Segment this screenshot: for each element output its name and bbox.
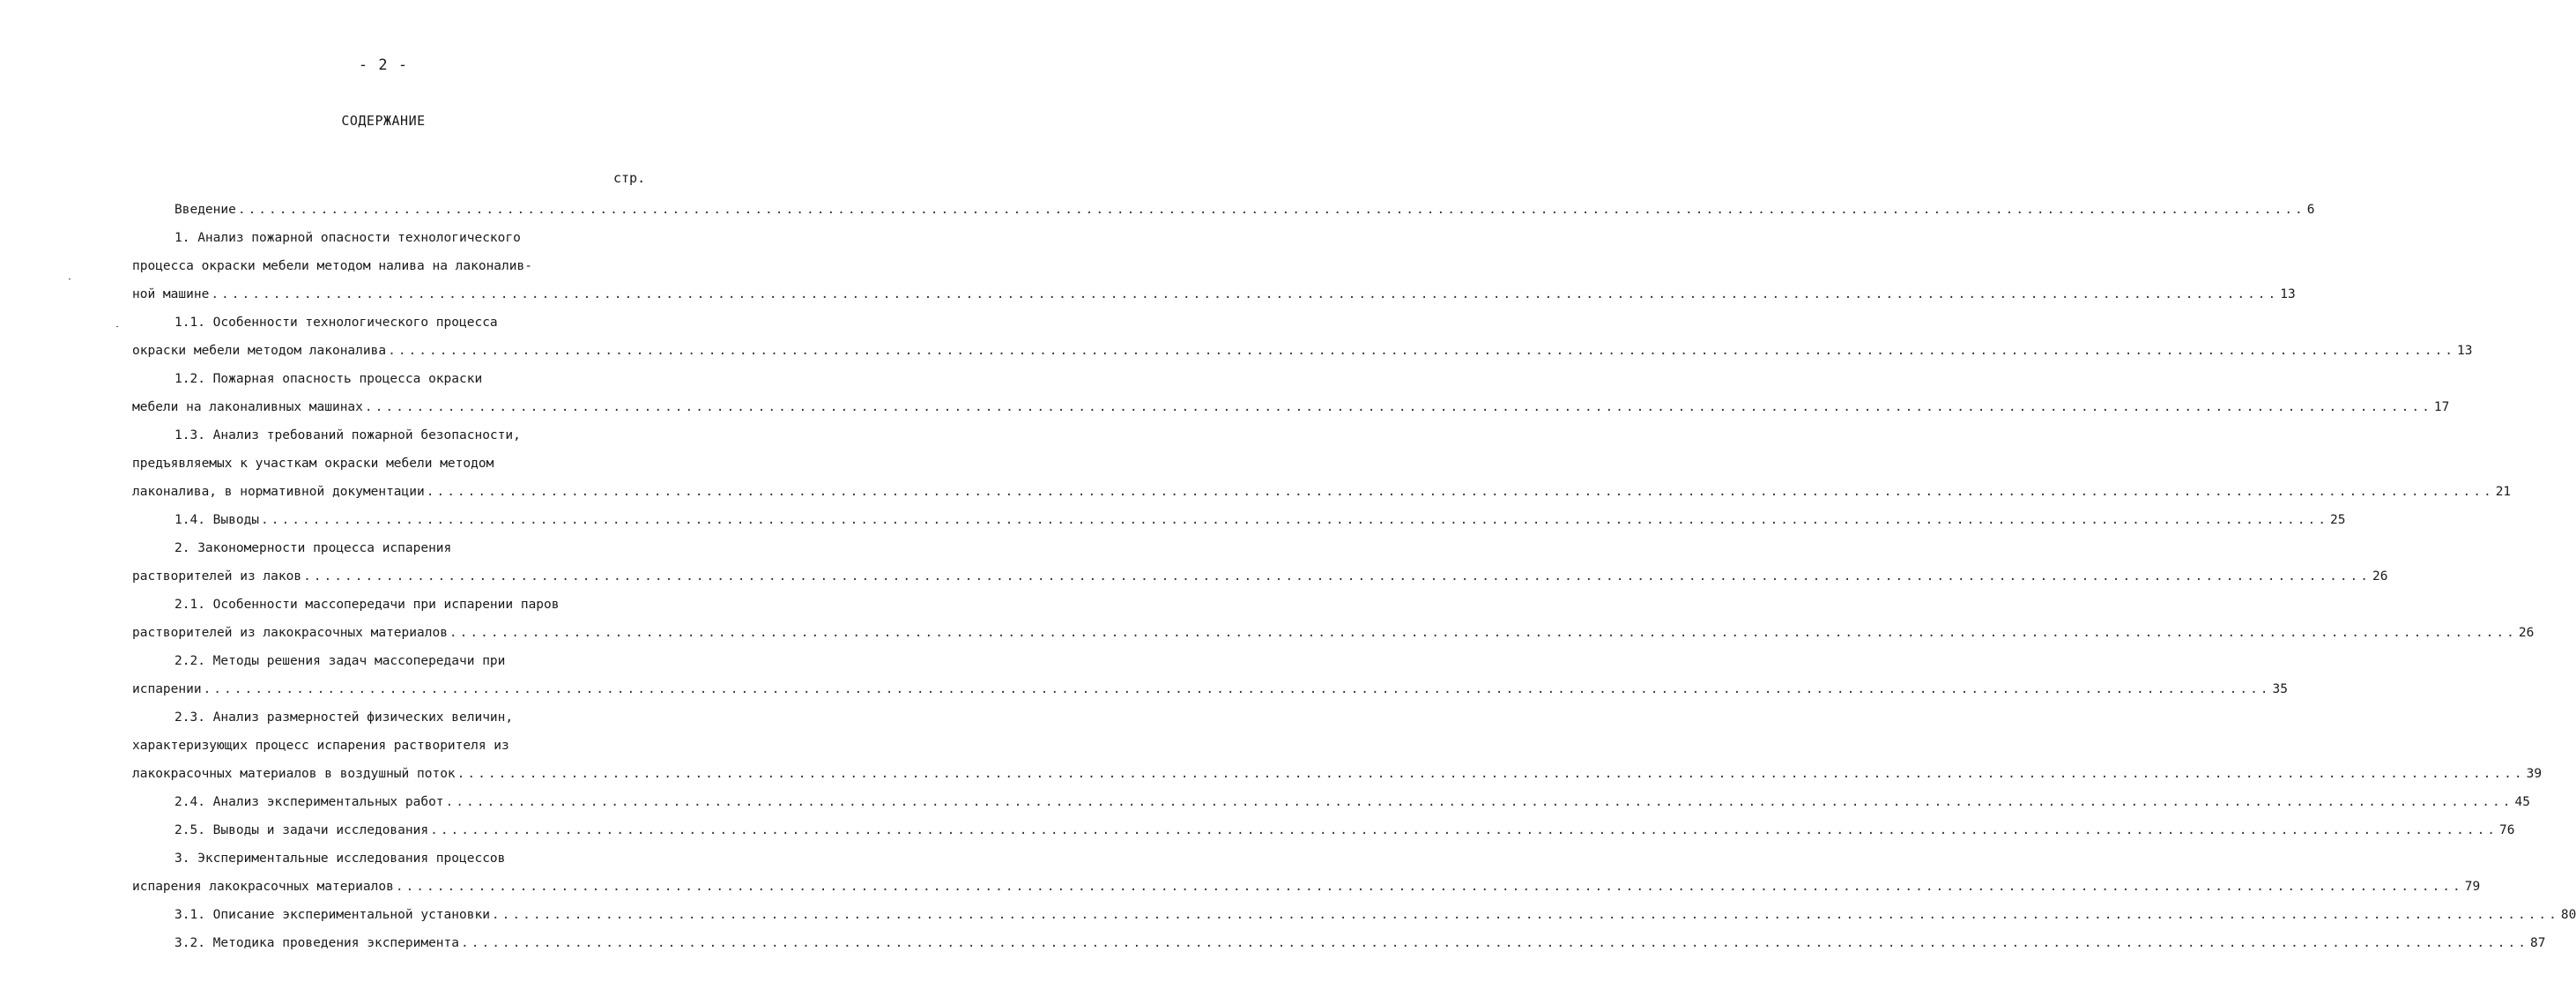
- toc-entry-title: растворителей из лаков: [132, 569, 302, 584]
- dot-leader: ........................................................................................................................................................................................................: [211, 287, 2279, 301]
- toc-text-line: [0, 538, 699, 559]
- toc-entry: [0, 622, 2535, 643]
- dot-leader: ........................................................................................................................................................................................................: [449, 626, 2517, 640]
- toc-leader-row: [174, 509, 2346, 531]
- toc-page-number: 39: [2526, 767, 2543, 781]
- toc-page-number: 6: [2306, 203, 2315, 217]
- toc-leader-row: [174, 933, 2546, 954]
- toc-page-number: 25: [2329, 513, 2346, 527]
- toc-line-text: 2.1. Особенности массопередачи при испарении паров: [174, 598, 560, 612]
- toc-text-line: [0, 651, 699, 672]
- toc-page-number: 45: [2514, 795, 2530, 809]
- toc-text-line: [0, 227, 699, 249]
- toc-entry-title: 1.4. Выводы: [174, 513, 260, 527]
- dot-leader: ........................................................................................................................................................................................................: [261, 513, 2328, 527]
- toc-page-number: 13: [2280, 287, 2296, 301]
- toc-leader-row: [132, 284, 2296, 305]
- toc-entry-title: 3.2. Методика проведения эксперимента: [174, 936, 460, 950]
- toc-entry: [0, 509, 2346, 531]
- toc-leader-row: [132, 679, 2288, 700]
- toc-page-number: 79: [2464, 880, 2481, 894]
- toc-line-text: характеризующих процесс испарения растворителя из: [132, 739, 509, 753]
- dot-leader: ........................................................................................................................................................................................................: [426, 485, 2494, 499]
- toc-line-text: процесса окраски мебели методом налива на лаконалив-: [132, 259, 532, 273]
- dot-leader: ........................................................................................................................................................................................................: [364, 400, 2432, 414]
- toc-line-text: 1.1. Особенности технологического процесса: [174, 316, 498, 330]
- toc-text-line: [0, 848, 699, 869]
- toc-title: СОДЕРЖАНИЕ: [341, 113, 426, 129]
- toc-leader-row: [132, 566, 2388, 587]
- toc-entry-title: ной машине: [132, 287, 210, 301]
- dot-leader: ........................................................................................................................................................................................................: [388, 344, 2456, 358]
- toc-text-line: [0, 594, 699, 615]
- toc-page-number: 87: [2529, 936, 2546, 950]
- toc-entry: [0, 397, 2450, 418]
- toc-leader-row: [132, 763, 2543, 785]
- toc-entry-title: испарения лакокрасочных материалов: [132, 880, 394, 894]
- toc-entry-title: Введение: [174, 203, 236, 217]
- toc-entry: [0, 904, 2576, 926]
- toc-text-line: [0, 312, 699, 333]
- toc-entry: [0, 933, 2546, 954]
- toc-entry-title: растворителей из лакокрасочных материалов: [132, 626, 448, 640]
- toc-entry-title: окраски мебели методом лаконалива: [132, 344, 387, 358]
- scan-speck: [116, 326, 118, 327]
- toc-line-text: 1.3. Анализ требований пожарной безопасности,: [174, 428, 521, 442]
- dot-leader: ........................................................................................................................................................................................................: [491, 908, 2559, 922]
- toc-entry: [0, 481, 2512, 502]
- toc-page-number: 21: [2495, 485, 2512, 499]
- toc-leader-row: [132, 397, 2450, 418]
- toc-entry-title: испарении: [132, 682, 202, 696]
- toc-leader-row: [132, 622, 2535, 643]
- toc-leader-row: [132, 340, 2473, 361]
- page-column-label: стр.: [613, 170, 646, 186]
- toc-page-number: 26: [2518, 626, 2535, 640]
- toc-entry-title: лаконалива, в нормативной документации: [132, 485, 425, 499]
- toc-entry: [0, 679, 2288, 700]
- toc-page-number: 17: [2433, 400, 2450, 414]
- toc-text-line: [0, 453, 699, 474]
- dot-leader: ........................................................................................................................................................................................................: [237, 203, 2305, 217]
- toc-text-line: [0, 425, 699, 446]
- toc-entry: [0, 199, 2315, 220]
- toc-leader-row: [174, 199, 2315, 220]
- toc-text-line: [0, 368, 699, 390]
- toc-leader-row: [174, 792, 2530, 813]
- toc-page-number: 35: [2272, 682, 2288, 696]
- dot-leader: ........................................................................................................................................................................................................: [430, 823, 2498, 837]
- toc-entry-title: 2.4. Анализ экспериментальных работ: [174, 795, 444, 809]
- toc-text-line: [0, 707, 699, 728]
- toc-entry: [0, 284, 2296, 305]
- toc-entry: [0, 792, 2530, 813]
- toc-leader-row: [174, 904, 2576, 926]
- toc-page-number: 80: [2560, 908, 2576, 922]
- dot-leader: ........................................................................................................................................................................................................: [303, 569, 2372, 584]
- toc-entry-title: мебели на лаконаливных машинах: [132, 400, 363, 414]
- toc-entry: [0, 566, 2388, 587]
- dot-leader: ........................................................................................................................................................................................................: [445, 795, 2513, 809]
- dot-leader: ........................................................................................................................................................................................................: [395, 880, 2463, 894]
- toc-entry-title: 3.1. Описание экспериментальной установки: [174, 908, 490, 922]
- toc-page-number: 13: [2457, 344, 2473, 358]
- toc-leader-row: [132, 481, 2512, 502]
- toc-line-text: 3. Экспериментальные исследования процессов: [174, 851, 506, 866]
- toc-entry-title: 2.5. Выводы и задачи исследования: [174, 823, 429, 837]
- toc-page-number: 26: [2372, 569, 2388, 584]
- toc-line-text: предъявляемых к участкам окраски мебели методом: [132, 457, 494, 471]
- dot-leader: ........................................................................................................................................................................................................: [461, 936, 2528, 950]
- toc-line-text: 1. Анализ пожарной опасности технологического: [174, 231, 521, 245]
- dot-leader: ........................................................................................................................................................................................................: [203, 682, 2271, 696]
- toc-entry: [0, 876, 2481, 897]
- toc-entry: [0, 340, 2473, 361]
- toc-entry: [0, 820, 2515, 841]
- toc-entry-title: лакокрасочных материалов в воздушный поток: [132, 767, 456, 781]
- toc-text-line: [0, 735, 699, 756]
- toc-text-line: [0, 256, 699, 277]
- toc-line-text: 2.3. Анализ размерностей физических величин,: [174, 710, 514, 725]
- page-number: - 2 -: [358, 56, 409, 74]
- toc-leader-row: [174, 820, 2515, 841]
- toc-line-text: 1.2. Пожарная опасность процесса окраски: [174, 372, 483, 386]
- toc-entry: [0, 763, 2543, 785]
- toc-line-text: 2.2. Методы решения задач массопередачи при: [174, 654, 506, 668]
- toc-line-text: 2. Закономерности процесса испарения: [174, 541, 452, 555]
- toc-page-number: 76: [2499, 823, 2515, 837]
- toc-leader-row: [132, 876, 2481, 897]
- dot-leader: ........................................................................................................................................................................................................: [457, 767, 2525, 781]
